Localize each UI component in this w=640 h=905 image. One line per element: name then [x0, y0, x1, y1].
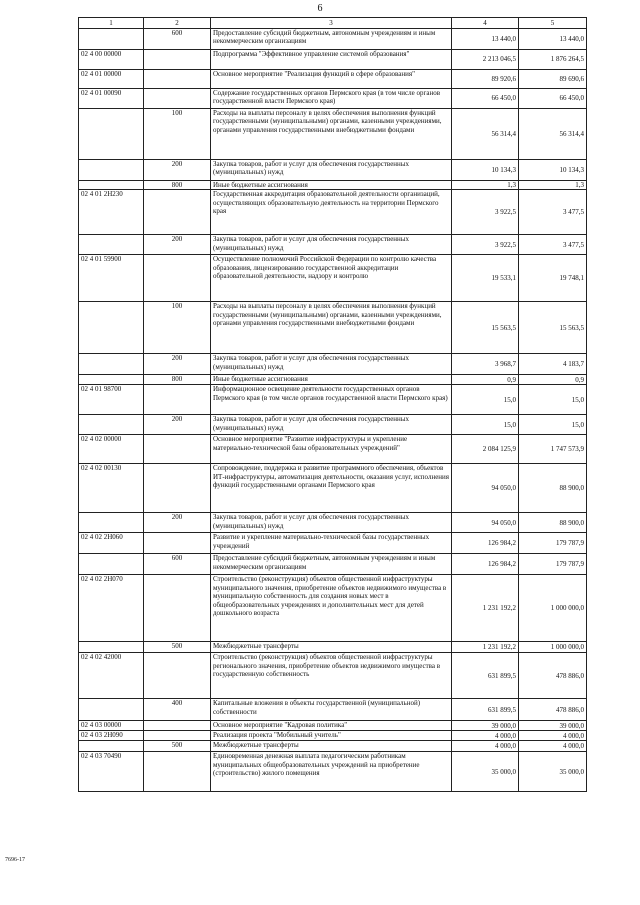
- item-name-cell: Информационное освещение деятельности государственных органов Пермского края (в том числе органов государственной власти Пермского края): [211, 385, 452, 415]
- item-name-cell: Единовременная денежная выплата педагогическим работникам муниципальных общеобразовательных учреждений на приобретение (строительство) жилого помещения: [211, 752, 452, 792]
- amount-year1-cell: 3 922,5: [452, 235, 519, 255]
- amount-year1-cell: 15 563,5: [452, 302, 519, 354]
- amount-year2-cell: 1 876 264,5: [519, 50, 587, 70]
- amount-year2-cell: 1 747 573,9: [519, 435, 587, 464]
- table-row: [79, 89, 587, 109]
- amount-year2-cell: 89 690,6: [519, 70, 587, 89]
- expense-type-cell: 500: [144, 642, 211, 653]
- item-name-cell: Закупка товаров, работ и услуг для обеспечения государственных (муниципальных) нужд: [211, 235, 452, 255]
- amount-year1-cell: 631 899,5: [452, 653, 519, 699]
- amount-year1-cell: 2 213 046,5: [452, 50, 519, 70]
- table-row: [79, 50, 587, 70]
- amount-year2-cell: 3 477,5: [519, 190, 587, 235]
- classification-code-cell: [79, 109, 144, 160]
- amount-year2-cell: 1,3: [519, 181, 587, 190]
- expense-type-cell: 100: [144, 302, 211, 354]
- amount-year1-cell: 56 314,4: [452, 109, 519, 160]
- item-name-cell: Основное мероприятие "Развитие инфраструктуры и укрепление материально-технической базы образовательных учреждений": [211, 435, 452, 464]
- classification-code-cell: [79, 513, 144, 533]
- classification-code-cell: 02 4 02 00000: [79, 435, 144, 464]
- amount-year1-cell: 631 899,5: [452, 699, 519, 721]
- amount-year1-cell: 0,9: [452, 375, 519, 385]
- table-row: [79, 354, 587, 375]
- expense-type-cell: [144, 255, 211, 302]
- amount-year2-cell: 179 787,9: [519, 533, 587, 554]
- table-row: [79, 385, 587, 415]
- amount-year2-cell: 0,9: [519, 375, 587, 385]
- amount-year1-cell: 89 920,6: [452, 70, 519, 89]
- table-row: [79, 160, 587, 181]
- amount-year2-cell: 88 900,0: [519, 513, 587, 533]
- amount-year1-cell: 10 134,3: [452, 160, 519, 181]
- amount-year1-cell: 66 450,0: [452, 89, 519, 109]
- table-row: [79, 699, 587, 721]
- classification-code-cell: 02 4 00 00000: [79, 50, 144, 70]
- table-row: [79, 375, 587, 385]
- item-name-cell: Осуществление полномочий Российской Федерации по контролю качества образования, лицензированию государственной аккредитации образовательной деятельности, надзору и контролю: [211, 255, 452, 302]
- classification-code-cell: [79, 554, 144, 575]
- item-name-cell: Основное мероприятие "Кадровая политика": [211, 721, 452, 731]
- header-cell: 3: [211, 18, 452, 29]
- item-name-cell: Предоставление субсидий бюджетным, автономным учреждениям и иным некоммерческим организациям: [211, 554, 452, 575]
- item-name-cell: Закупка товаров, работ и услуг для обеспечения государственных (муниципальных) нужд: [211, 160, 452, 181]
- amount-year1-cell: 4 000,0: [452, 741, 519, 752]
- table-row: [79, 235, 587, 255]
- classification-code-cell: 02 4 03 2Н090: [79, 731, 144, 741]
- amount-year1-cell: 15,0: [452, 385, 519, 415]
- expense-type-cell: [144, 533, 211, 554]
- amount-year2-cell: 19 748,1: [519, 255, 587, 302]
- item-name-cell: Подпрограмма "Эффективное управление системой образования": [211, 50, 452, 70]
- item-name-cell: Сопровождение, поддержка и развитие программного обеспечения, объектов ИТ-инфраструктуры, автоматизация деятельности, оказания услуг, исполнения функций государственными органами Пермского края: [211, 464, 452, 513]
- classification-code-cell: [79, 375, 144, 385]
- classification-code-cell: 02 4 02 2Н060: [79, 533, 144, 554]
- item-name-cell: Государственная аккредитация образовательной деятельности организаций, осуществляющих образовательную деятельность на территории Пермского края: [211, 190, 452, 235]
- item-name-cell: Закупка товаров, работ и услуг для обеспечения государственных (муниципальных) нужд: [211, 354, 452, 375]
- item-name-cell: Предоставление субсидий бюджетным, автономным учреждениям и иным некоммерческим организациям: [211, 29, 452, 50]
- amount-year1-cell: 35 000,0: [452, 752, 519, 792]
- amount-year2-cell: 15 563,5: [519, 302, 587, 354]
- expense-type-cell: [144, 752, 211, 792]
- table-row: [79, 533, 587, 554]
- amount-year2-cell: 88 900,0: [519, 464, 587, 513]
- amount-year1-cell: 4 000,0: [452, 731, 519, 741]
- item-name-cell: Закупка товаров, работ и услуг для обеспечения государственных (муниципальных) нужд: [211, 513, 452, 533]
- header-cell: 2: [144, 18, 211, 29]
- amount-year2-cell: 1 000 000,0: [519, 575, 587, 642]
- classification-code-cell: [79, 29, 144, 50]
- expense-type-cell: [144, 721, 211, 731]
- expense-type-cell: 100: [144, 109, 211, 160]
- amount-year1-cell: 126 984,2: [452, 533, 519, 554]
- table-row: [79, 255, 587, 302]
- item-name-cell: Реализация проекта "Мобильный учитель": [211, 731, 452, 741]
- table-row: [79, 642, 587, 653]
- amount-year1-cell: 2 084 125,9: [452, 435, 519, 464]
- item-name-cell: Межбюджетные трансферты: [211, 741, 452, 752]
- classification-code-cell: [79, 699, 144, 721]
- item-name-cell: Развитие и укрепление материально-технической базы государственных учреждений: [211, 533, 452, 554]
- expense-type-cell: [144, 653, 211, 699]
- classification-code-cell: [79, 302, 144, 354]
- classification-code-cell: 02 4 01 00090: [79, 89, 144, 109]
- amount-year1-cell: 19 533,1: [452, 255, 519, 302]
- amount-year1-cell: 94 050,0: [452, 513, 519, 533]
- amount-year2-cell: 478 886,0: [519, 653, 587, 699]
- table-row: [79, 513, 587, 533]
- table-row: [79, 109, 587, 160]
- amount-year1-cell: 15,0: [452, 415, 519, 435]
- amount-year1-cell: 1,3: [452, 181, 519, 190]
- item-name-cell: Расходы на выплаты персоналу в целях обеспечения выполнения функций государственными (муниципальными) органами, казенными учреждениями, органами управления государственными внебюджетными фондами: [211, 109, 452, 160]
- amount-year2-cell: 1 000 000,0: [519, 642, 587, 653]
- expense-type-cell: 400: [144, 699, 211, 721]
- table-header-row: [79, 18, 587, 29]
- expense-type-cell: [144, 731, 211, 741]
- amount-year1-cell: 1 231 192,2: [452, 642, 519, 653]
- table-row: [79, 752, 587, 792]
- table-row: [79, 653, 587, 699]
- expense-type-cell: [144, 89, 211, 109]
- table-row: [79, 70, 587, 89]
- table-row: [79, 731, 587, 741]
- item-name-cell: Основное мероприятие "Реализация функций в сфере образования": [211, 70, 452, 89]
- table-row: [79, 190, 587, 235]
- amount-year1-cell: 39 000,0: [452, 721, 519, 731]
- item-name-cell: Капитальные вложения в объекты государственной (муниципальной) собственности: [211, 699, 452, 721]
- expense-type-cell: 800: [144, 181, 211, 190]
- amount-year2-cell: 4 000,0: [519, 731, 587, 741]
- classification-code-cell: 02 4 01 59900: [79, 255, 144, 302]
- expense-type-cell: 500: [144, 741, 211, 752]
- expense-type-cell: [144, 435, 211, 464]
- classification-code-cell: 02 4 02 42000: [79, 653, 144, 699]
- expense-type-cell: 200: [144, 160, 211, 181]
- item-name-cell: Иные бюджетные ассигнования: [211, 181, 452, 190]
- table-row: [79, 464, 587, 513]
- amount-year1-cell: 126 984,2: [452, 554, 519, 575]
- classification-code-cell: [79, 415, 144, 435]
- table-row: [79, 435, 587, 464]
- amount-year2-cell: 35 000,0: [519, 752, 587, 792]
- amount-year2-cell: 56 314,4: [519, 109, 587, 160]
- amount-year2-cell: 4 000,0: [519, 741, 587, 752]
- classification-code-cell: 02 4 02 2Н070: [79, 575, 144, 642]
- header-cell: 5: [519, 18, 587, 29]
- classification-code-cell: [79, 160, 144, 181]
- classification-code-cell: [79, 642, 144, 653]
- amount-year2-cell: 3 477,5: [519, 235, 587, 255]
- amount-year2-cell: 13 440,0: [519, 29, 587, 50]
- table-row: [79, 575, 587, 642]
- classification-code-cell: [79, 235, 144, 255]
- table-row: [79, 415, 587, 435]
- amount-year1-cell: 94 050,0: [452, 464, 519, 513]
- expense-type-cell: [144, 190, 211, 235]
- amount-year2-cell: 15,0: [519, 385, 587, 415]
- classification-code-cell: 02 4 01 98700: [79, 385, 144, 415]
- item-name-cell: Закупка товаров, работ и услуг для обеспечения государственных (муниципальных) нужд: [211, 415, 452, 435]
- table-row: [79, 741, 587, 752]
- expense-type-cell: 200: [144, 235, 211, 255]
- amount-year1-cell: 3 922,5: [452, 190, 519, 235]
- expense-type-cell: [144, 50, 211, 70]
- budget-table: [78, 17, 587, 792]
- classification-code-cell: 02 4 03 70490: [79, 752, 144, 792]
- classification-code-cell: 02 4 01 2Н230: [79, 190, 144, 235]
- expense-type-cell: 600: [144, 29, 211, 50]
- expense-type-cell: 600: [144, 554, 211, 575]
- classification-code-cell: 02 4 03 00000: [79, 721, 144, 731]
- amount-year1-cell: 1 231 192,2: [452, 575, 519, 642]
- amount-year2-cell: 4 183,7: [519, 354, 587, 375]
- table-row: [79, 181, 587, 190]
- expense-type-cell: 200: [144, 415, 211, 435]
- amount-year2-cell: 15,0: [519, 415, 587, 435]
- item-name-cell: Строительство (реконструкция) объектов общественной инфраструктуры регионального значения, приобретение объектов недвижимого имущества в государственную собственность: [211, 653, 452, 699]
- amount-year1-cell: 3 968,7: [452, 354, 519, 375]
- item-name-cell: Строительство (реконструкция) объектов общественной инфраструктуры муниципального значения, приобретение объектов недвижимого имущества в муниципальную собственность для создания новых мест в общеобразовательных учреждениях и дополнительных мест для детей дошкольного возраста: [211, 575, 452, 642]
- expense-type-cell: [144, 70, 211, 89]
- amount-year2-cell: 66 450,0: [519, 89, 587, 109]
- expense-type-cell: 200: [144, 513, 211, 533]
- amount-year2-cell: 179 787,9: [519, 554, 587, 575]
- item-name-cell: Расходы на выплаты персоналу в целях обеспечения выполнения функций государственными (муниципальными) органами, казенными учреждениями, органами управления государственными внебюджетными фондами: [211, 302, 452, 354]
- expense-type-cell: [144, 385, 211, 415]
- expense-type-cell: 200: [144, 354, 211, 375]
- amount-year1-cell: 13 440,0: [452, 29, 519, 50]
- item-name-cell: Содержание государственных органов Пермского края (в том числе органов государственной власти Пермского края): [211, 89, 452, 109]
- item-name-cell: Межбюджетные трансферты: [211, 642, 452, 653]
- classification-code-cell: [79, 741, 144, 752]
- classification-code-cell: 02 4 01 00000: [79, 70, 144, 89]
- classification-code-cell: 02 4 02 00130: [79, 464, 144, 513]
- footer-code: 7696-17: [5, 857, 25, 863]
- table-row: [79, 721, 587, 731]
- classification-code-cell: [79, 354, 144, 375]
- expense-type-cell: [144, 575, 211, 642]
- table-row: [79, 554, 587, 575]
- expense-type-cell: 800: [144, 375, 211, 385]
- table-row: [79, 302, 587, 354]
- amount-year2-cell: 10 134,3: [519, 160, 587, 181]
- amount-year2-cell: 39 000,0: [519, 721, 587, 731]
- item-name-cell: Иные бюджетные ассигнования: [211, 375, 452, 385]
- header-cell: 4: [452, 18, 519, 29]
- table-row: [79, 29, 587, 50]
- classification-code-cell: [79, 181, 144, 190]
- page-number: 6: [317, 3, 323, 14]
- header-cell: 1: [79, 18, 144, 29]
- amount-year2-cell: 478 886,0: [519, 699, 587, 721]
- expense-type-cell: [144, 464, 211, 513]
